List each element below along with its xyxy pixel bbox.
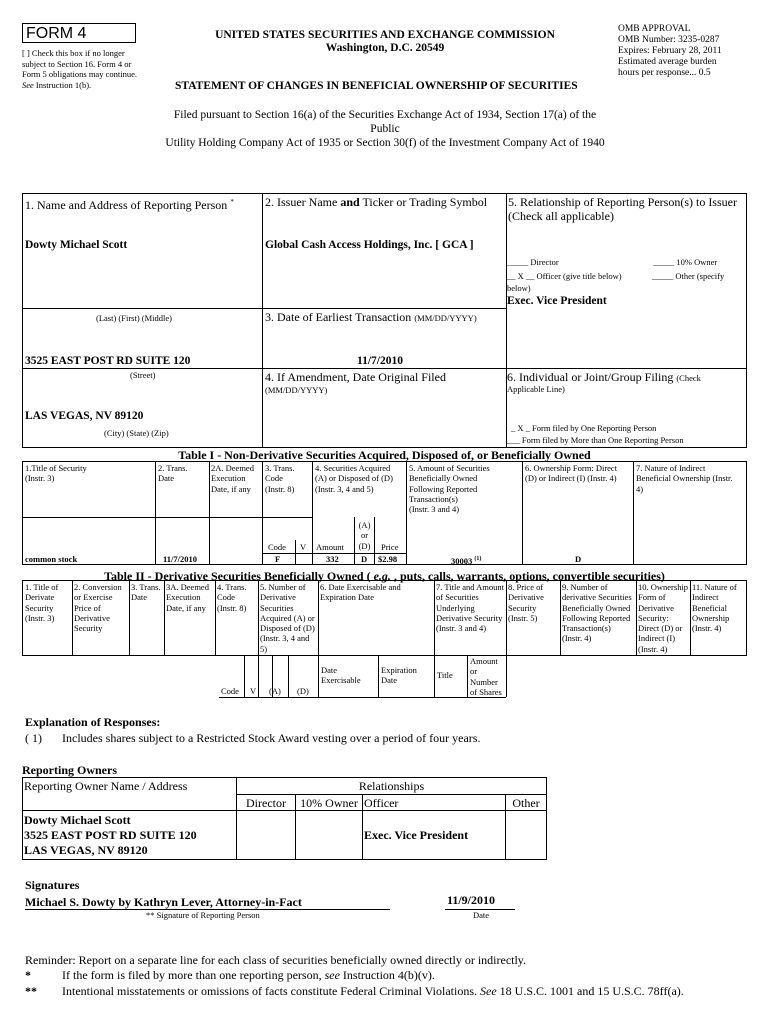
grid-line [690, 580, 691, 655]
t2-header-deemed: 3A. Deemed Execution Date, if any [166, 582, 209, 613]
grid-line [374, 517, 375, 564]
t1-sub-amount: Amount [316, 542, 344, 552]
t2-sub-d: (D) [297, 686, 309, 696]
grid-line [288, 655, 289, 697]
owners-col-name: Reporting Owner Name / Address [24, 779, 188, 793]
reporting-person-name: Dowty Michael Scott [25, 239, 128, 251]
grid-line [215, 580, 216, 655]
t1-row-price: $2.98 [378, 554, 398, 564]
t2-header-date: 3. Trans. Date [131, 582, 161, 603]
grid-line [406, 461, 407, 564]
box1-label: 1. Name and Address of Reporting Person * [25, 198, 234, 212]
earliest-transaction-date: 11/7/2010 [357, 355, 404, 367]
grid-line [434, 580, 435, 697]
grid-line [155, 461, 156, 564]
filed-pursuant-1: Filed pursuant to Section 16(a) of the Securities Exchange Act of 1934, Section 17(a) of the [173, 109, 597, 121]
t2-sub-date-exercisable: Date Exercisable [321, 665, 361, 686]
reminder-multiple-persons: If the form is filed by more than one reporting person, see Instruction 4(b)(v). [62, 968, 435, 982]
reminder-violations: Intentional misstatements or omissions of facts constitute Federal Criminal Violations. See 18 U.S.C. 1001 and 15 U.S.C. 78ff(a). [62, 984, 684, 998]
grid-line [72, 580, 73, 655]
box5-sub: (Check all applicable) [508, 209, 614, 223]
t2-header-exercisable: 6. Date Exercisable and Expiration Date [320, 582, 401, 603]
t1-header-code: 3. Trans. Code (Instr. 8) [265, 463, 295, 494]
street-caption: (Street) [130, 370, 156, 380]
check-box-note: [ ] Check this box if no longer subject to Section 16. Form 4 or Form 5 obligations may continue. See Instruction 1(b). [22, 48, 137, 90]
grid-line [22, 461, 747, 462]
grid-line [22, 655, 747, 656]
t2-sub-title: Title [437, 670, 453, 680]
box4-format: (MM/DD/YYYY) [265, 385, 328, 395]
grid-line [22, 859, 547, 860]
ten-pct-owner-checkbox[interactable]: _____ 10% Owner [653, 257, 718, 267]
t1-header-ownership-form: 6. Ownership Form: Direct (D) or Indirect (I) (Instr. 4) [525, 463, 618, 484]
explanation-note-text: Includes shares subject to a Restricted Stock Award vesting over a period of four years. [62, 731, 481, 745]
grid-line [362, 794, 363, 859]
director-checkbox[interactable]: _____ Director [507, 257, 559, 267]
t1-header-date: 2. Trans. Date [158, 463, 188, 484]
owners-col-other: Other [512, 796, 540, 810]
grid-line [467, 655, 468, 697]
signer-name: Michael S. Dowty by Kathryn Lever, Attorney-in-Fact [25, 895, 302, 909]
box3-label: 3. Date of Earliest Transaction (MM/DD/YYYY) [265, 310, 477, 324]
owner-city: LAS VEGAS, NV 89120 [24, 843, 148, 857]
agency-address: Washington, D.C. 20549 [325, 42, 445, 54]
t1-row-amount: 332 [326, 554, 339, 564]
owner-name: Dowty Michael Scott [24, 813, 131, 827]
t1-sub-code: Code [268, 542, 286, 552]
box5-label: 5. Relationship of Reporting Person(s) to Issuer [508, 195, 737, 209]
owners-col-ten-pct: 10% Owner [300, 796, 358, 810]
filed-pursuant-3: Utility Holding Company Act of 1935 or Section 30(f) of the Investment Company Act of 1940 [165, 137, 605, 149]
owners-col-relationships: Relationships [358, 779, 425, 793]
t2-sub-expiration: Expiration Date [381, 665, 417, 686]
t1-sub-price: Price [381, 542, 399, 552]
grid-line [22, 308, 506, 309]
grid-line [22, 777, 23, 859]
grid-line [164, 580, 165, 655]
t2-header-ownership-form: 10. Ownership Form of Derivative Security: Direct (D) or Indirect (I) (Instr. 4) [638, 582, 689, 654]
grid-line [22, 368, 747, 369]
grid-line [244, 655, 245, 697]
omb-approval: OMB APPROVAL OMB Number: 3235-0287 Expires: February 28, 2011 Estimated average burden hours per response... 0.5 [618, 24, 722, 78]
t1-row-code: F [275, 554, 281, 564]
grid-line [262, 461, 263, 564]
grid-line [506, 580, 507, 697]
grid-line [746, 580, 747, 655]
reminder-double-star: ** [25, 984, 37, 998]
t1-row-owned: 30003 $^{(1)}$ [451, 555, 482, 566]
t2-sub-code: Code [221, 686, 239, 696]
explanation-note-number: ( 1) [25, 731, 42, 745]
grid-line [258, 580, 259, 697]
grid-line [522, 461, 523, 564]
grid-line [209, 461, 210, 564]
grid-line [219, 697, 506, 698]
t2-header-conversion: 2. Conversion or Exercise Price of Derivative Security [74, 582, 122, 634]
explanation-heading: Explanation of Responses: [25, 715, 161, 729]
grid-line [318, 580, 319, 697]
filed-pursuant-2: Public [370, 123, 400, 135]
table1-title: Table I - Non-Derivative Securities Acquired, Disposed of, or Beneficially Owned [178, 448, 591, 462]
reporting-person-city: LAS VEGAS, NV 89120 [25, 410, 144, 422]
city-caption: (City) (State) (Zip) [104, 428, 169, 438]
box6-label: 6. Individual or Joint/Group Filing (Check [507, 370, 701, 384]
t2-header-number: 5. Number of Derivative Securities Acquired (A) or Disposed of (D) (Instr. 3, 4 and 5) [260, 582, 315, 654]
grid-line [560, 580, 561, 655]
grid-line [22, 777, 547, 778]
grid-line [312, 461, 313, 564]
agency-name: UNITED STATES SECURITIES AND EXCHANGE COMMISSION [215, 29, 555, 41]
box6-applicable: Applicable Line) [507, 384, 565, 394]
t1-header-amount-owned: 5. Amount of Securities Beneficially Owned Following Reported Transaction(s) (Instr. 3 and 4) [409, 463, 490, 515]
t2-sub-v: V [250, 686, 257, 696]
grid-line [22, 810, 547, 811]
grid-line [22, 193, 23, 447]
grid-line [22, 461, 23, 564]
box4-label: 4. If Amendment, Date Original Filed [265, 370, 446, 384]
signature-caption: ** Signature of Reporting Person [146, 910, 260, 920]
grid-line [746, 461, 747, 564]
t1-header-title: 1.Title of Security (Instr. 3) [25, 463, 87, 484]
box2-label: 2. Issuer Name and Ticker or Trading Symbol [265, 195, 488, 209]
statement-title: STATEMENT OF CHANGES IN BENEFICIAL OWNERSHIP OF SECURITIES [175, 80, 578, 92]
t2-header-nature: 11. Nature of Indirect Beneficial Ownership (Instr. 4) [692, 582, 737, 634]
grid-line [262, 193, 263, 447]
name-parts-caption: (Last) (First) (Middle) [96, 313, 173, 323]
t2-sub-amount: Amount or Number of Shares [470, 656, 502, 697]
reporting-person-street: 3525 EAST POST RD SUITE 120 [25, 355, 191, 367]
t1-row-date: 11/7/2010 [163, 554, 198, 564]
t1-header-nature: 7. Nature of Indirect Beneficial Ownership (Instr. 4) [636, 463, 733, 494]
grid-line [546, 777, 547, 859]
grid-line [22, 580, 747, 581]
t1-header-securities: 4. Securities Acquired (A) or Disposed of (D) (Instr. 3, 4 and 5) [315, 463, 393, 494]
table2-title: Table II - Derivative Securities Beneficially Owned ( e.g. , puts, calls, warrants, options, convertible securities) [104, 569, 665, 583]
date-caption: Date [473, 910, 490, 920]
grid-line [22, 517, 312, 518]
reporting-owners-heading: Reporting Owners [22, 763, 117, 777]
officer-checkbox[interactable]: __ X __ Officer (give title below) [507, 271, 622, 281]
filing-group-option[interactable]: ___ Form filed by More than One Reporting Person [507, 435, 684, 445]
t2-header-title: 1. Title of Derivate Security (Instr. 3) [25, 582, 59, 623]
grid-line [506, 193, 507, 447]
filing-single-option[interactable]: _ X _ Form filed by One Reporting Person [511, 423, 657, 433]
box5-below: below) [507, 283, 531, 293]
reminder-line: Reminder: Report on a separate line for each class of securities beneficially owned directly or indirectly. [25, 953, 527, 967]
t2-header-code: 4. Trans. Code (Instr. 8) [217, 582, 247, 613]
grid-line [378, 655, 379, 697]
t2-header-underlying: 7. Title and Amount of Securities Underlying Derivative Security (Instr. 3 and 4) [436, 582, 505, 634]
owners-col-director: Director [246, 796, 286, 810]
issuer-name: Global Cash Access Holdings, Inc. [ GCA ] [265, 239, 474, 251]
grid-line [129, 580, 130, 655]
owner-street: 3525 EAST POST RD SUITE 120 [24, 828, 197, 842]
grid-line [633, 461, 634, 564]
reminder-star: * [25, 968, 31, 982]
grid-line [636, 580, 637, 655]
t1-sub-aord: (A) or (D) [358, 520, 371, 551]
form-title: FORM 4 [22, 23, 136, 43]
t2-sub-a: (A) [269, 686, 281, 696]
grid-line [295, 540, 296, 564]
t1-row-security: common stock [25, 554, 78, 564]
grid-line [22, 580, 23, 655]
grid-line [746, 193, 747, 447]
t1-header-deemed: 2A. Deemed Execution Date, if any [211, 463, 254, 494]
t2-header-number-owned: 9. Number of derivative Securities Beneficially Owned Following Reported Transaction(s) (Instr. 4) [562, 582, 632, 644]
t1-sub-v: V [300, 542, 307, 552]
signatures-heading: Signatures [25, 878, 80, 892]
owners-col-officer: Officer [364, 796, 399, 810]
t1-row-aord: D [361, 554, 368, 564]
t1-row-form: D [575, 554, 582, 564]
t2-header-price: 8. Price of Derivative Security (Instr. 5) [508, 582, 544, 623]
officer-title: Exec. Vice President [507, 295, 607, 307]
signature-date: 11/9/2010 [447, 893, 496, 907]
other-checkbox[interactable]: _____ Other (specify [652, 271, 725, 281]
grid-line [22, 193, 747, 194]
owner-officer-title: Exec. Vice President [364, 828, 469, 842]
grid-line [236, 794, 547, 795]
